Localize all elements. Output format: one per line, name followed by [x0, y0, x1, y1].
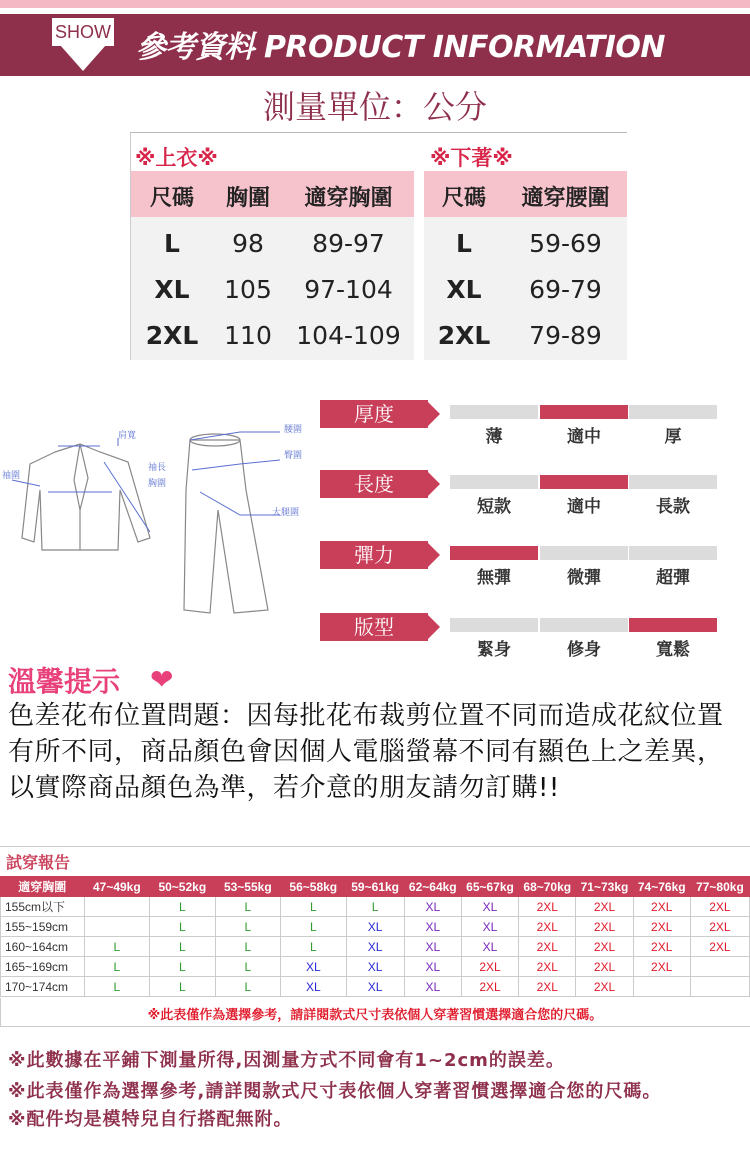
attribute-segment	[450, 475, 538, 489]
report-cell: XL	[281, 977, 346, 997]
bottoms-label: ※下著※	[430, 146, 513, 170]
report-header-cell: 74~76kg	[633, 877, 690, 897]
report-cell: L	[215, 897, 280, 917]
table-cell: L	[164, 229, 180, 258]
footer-note-2: ※此表僅作為選擇參考,請詳閱款式尺寸表依個人穿著習慣選擇適合您的尺碼。	[8, 1081, 662, 1102]
report-cell: XL	[404, 957, 461, 977]
attribute-segment	[540, 405, 628, 419]
report-cell: XL	[461, 897, 518, 917]
unit-title: 測量單位：公分	[262, 88, 487, 126]
report-row-label: 170~174cm	[1, 977, 85, 997]
report-cell: 2XL	[461, 977, 518, 997]
pants-outline	[184, 434, 268, 613]
report-cell: L	[84, 937, 149, 957]
report-cell: 2XL	[690, 897, 749, 917]
attribute-label: 長度	[320, 470, 428, 498]
attribute-option: 修身	[567, 640, 601, 660]
report-cell: 2XL	[690, 917, 749, 937]
report-cell: 2XL	[519, 937, 576, 957]
report-row-label: 160~164cm	[1, 937, 85, 957]
report-cell: XL	[346, 917, 404, 937]
report-cell: XL	[281, 957, 346, 977]
report-divider	[0, 846, 750, 847]
report-header-cell: 47~49kg	[84, 877, 149, 897]
report-cell: XL	[404, 917, 461, 937]
header-fit-chest: 適穿胸圍	[304, 186, 393, 211]
report-cell: 2XL	[461, 957, 518, 977]
report-cell: 2XL	[576, 917, 633, 937]
table-cell: 104-109	[296, 321, 401, 350]
show-arrow-icon	[60, 45, 106, 71]
report-cell: L	[281, 897, 346, 917]
attribute-segment	[629, 546, 717, 560]
label-sleeve: 袖長	[148, 463, 167, 473]
attribute-option: 超彈	[656, 568, 690, 588]
footer-note-3: ※配件均是模特兒自行搭配無附。	[8, 1109, 293, 1130]
measurement-diagram	[0, 410, 320, 625]
report-cell: XL	[404, 937, 461, 957]
heart-icon: ❤	[150, 663, 174, 696]
report-cell	[84, 917, 149, 937]
report-header-cell: 56~58kg	[281, 877, 346, 897]
table-row	[1, 937, 750, 957]
attribute-option: 長款	[656, 497, 690, 517]
attribute-option: 緊身	[477, 640, 511, 660]
report-header-cell: 71~73kg	[576, 877, 633, 897]
report-cell: L	[215, 977, 280, 997]
arrow-right-icon	[428, 472, 440, 496]
attribute-option: 短款	[477, 497, 511, 517]
report-cell	[690, 977, 749, 997]
table-row	[1, 957, 750, 977]
header-fit-waist: 適穿腰圍	[521, 186, 610, 211]
tops-header	[131, 171, 414, 217]
attribute-option: 微彈	[567, 568, 601, 588]
arrow-right-icon	[428, 615, 440, 639]
report-cell: L	[281, 917, 346, 937]
attribute-segment	[450, 618, 538, 632]
report-cell: L	[150, 937, 215, 957]
attribute-segment	[629, 405, 717, 419]
label-waist: 腰圍	[284, 425, 303, 435]
attribute-option: 適中	[567, 497, 601, 517]
report-header-cell: 59~61kg	[346, 877, 404, 897]
table-cell: 59-69	[529, 229, 602, 258]
report-cell: L	[281, 937, 346, 957]
attribute-label: 厚度	[320, 400, 428, 428]
attribute-segment	[450, 405, 538, 419]
table-cell: 105	[224, 275, 272, 304]
attribute-segment	[629, 618, 717, 632]
header-size: 尺碼	[441, 186, 486, 211]
report-cell: 2XL	[576, 977, 633, 997]
report-cell: 2XL	[690, 937, 749, 957]
tips-title: 溫馨提示	[8, 665, 121, 698]
report-cell: 2XL	[519, 897, 576, 917]
attribute-segment	[540, 618, 628, 632]
report-header-row	[1, 877, 750, 897]
header-size: 尺碼	[149, 186, 194, 211]
report-cell: XL	[404, 897, 461, 917]
tops-table	[131, 171, 414, 360]
report-cell: L	[150, 977, 215, 997]
label-hip: 臀圍	[284, 451, 303, 461]
report-title: 試穿報告	[6, 853, 71, 872]
report-cell: 2XL	[633, 957, 690, 977]
report-cell: 2XL	[633, 917, 690, 937]
report-row-label: 155~159cm	[1, 917, 85, 937]
attribute-option: 適中	[567, 427, 601, 447]
attribute-option: 無彈	[477, 568, 511, 588]
top-stripe	[0, 0, 750, 8]
show-tab: SHOW	[52, 18, 114, 46]
attribute-option: 薄	[485, 427, 503, 447]
table-cell: XL	[154, 275, 190, 304]
report-header-cell: 62~64kg	[404, 877, 461, 897]
fitting-report-table	[0, 876, 750, 997]
report-cell: XL	[404, 977, 461, 997]
report-cell: L	[215, 917, 280, 937]
table-cell: 2XL	[437, 321, 491, 350]
report-row-label: 155cm以下	[1, 897, 85, 917]
report-cell	[84, 897, 149, 917]
report-cell: 2XL	[576, 937, 633, 957]
report-cell: 2XL	[519, 977, 576, 997]
table-cell: 79-89	[529, 321, 602, 350]
report-cell: XL	[461, 937, 518, 957]
report-header-cell: 77~80kg	[690, 877, 749, 897]
bottoms-table	[424, 171, 627, 360]
table-row	[1, 897, 750, 917]
footer-note-1: ※此數據在平鋪下測量所得,因測量方式不同會有1~2cm的誤差。	[8, 1050, 565, 1071]
label-bust: 胸圍	[148, 479, 167, 489]
attribute-option: 厚	[664, 427, 682, 447]
tops-label: ※上衣※	[135, 146, 218, 170]
attribute-label: 彈力	[320, 541, 428, 569]
header-chest: 胸圍	[225, 186, 270, 211]
report-cell: L	[215, 937, 280, 957]
report-header-cell: 適穿胸圍	[1, 877, 85, 897]
report-header-cell: 65~67kg	[461, 877, 518, 897]
measure-lines	[12, 432, 280, 532]
attribute-segment	[540, 546, 628, 560]
table-cell: L	[456, 229, 472, 258]
report-cell: 2XL	[576, 897, 633, 917]
report-cell: XL	[346, 937, 404, 957]
tips-text: 色差花布位置問題：因每批花布裁剪位置不同而造成花紋位置有所不同，商品顏色會因個人電腦螢幕不同有顯色上之差異，以實際商品顏色為準，若介意的朋友請勿訂購!!	[8, 701, 724, 803]
table-row	[1, 977, 750, 997]
label-thigh: 大腿圍	[272, 508, 300, 518]
report-cell	[690, 957, 749, 977]
report-cell: XL	[346, 957, 404, 977]
report-cell: XL	[461, 917, 518, 937]
report-cell: L	[150, 917, 215, 937]
table-cell: 98	[232, 229, 264, 258]
table-cell: 69-79	[529, 275, 602, 304]
table-cell: 110	[224, 321, 272, 350]
attribute-segment	[629, 475, 717, 489]
report-cell: 2XL	[633, 937, 690, 957]
table-cell: XL	[446, 275, 482, 304]
attribute-segment	[450, 546, 538, 560]
table-cell: 2XL	[145, 321, 199, 350]
report-cell: 2XL	[633, 897, 690, 917]
attribute-option: 寬鬆	[656, 640, 690, 660]
report-note: ※此表僅作為選擇參考，請詳閱款式尺寸表依個人穿著習慣選擇適合您的尺碼。	[147, 1008, 603, 1023]
table-cell: 89-97	[312, 229, 385, 258]
report-cell: 2XL	[576, 957, 633, 977]
arrow-right-icon	[428, 402, 440, 426]
report-header-cell: 50~52kg	[150, 877, 215, 897]
report-cell: XL	[346, 977, 404, 997]
label-armhole: 袖圍	[2, 471, 21, 481]
bottoms-header	[424, 171, 627, 217]
report-cell: L	[150, 897, 215, 917]
report-cell: 2XL	[519, 917, 576, 937]
arrow-right-icon	[428, 543, 440, 567]
attribute-segment	[540, 475, 628, 489]
report-header-cell: 53~55kg	[215, 877, 280, 897]
diagram-labels	[2, 424, 302, 518]
jacket-outline	[22, 444, 150, 550]
report-cell: L	[215, 957, 280, 977]
report-header-cell: 68~70kg	[519, 877, 576, 897]
attribute-label: 版型	[320, 613, 428, 641]
report-cell	[633, 977, 690, 997]
report-row-label: 165~169cm	[1, 957, 85, 977]
report-cell: L	[150, 957, 215, 977]
tops-body	[131, 217, 414, 360]
bottoms-body	[424, 217, 627, 360]
label-shoulder: 肩寬	[118, 431, 137, 441]
report-cell: L	[346, 897, 404, 917]
report-cell: 2XL	[519, 957, 576, 977]
table-row	[1, 917, 750, 937]
banner-title: 參考資料 PRODUCT INFORMATION	[136, 30, 666, 65]
report-cell: L	[84, 957, 149, 977]
table-cell: 97-104	[304, 275, 393, 304]
report-cell: L	[84, 977, 149, 997]
